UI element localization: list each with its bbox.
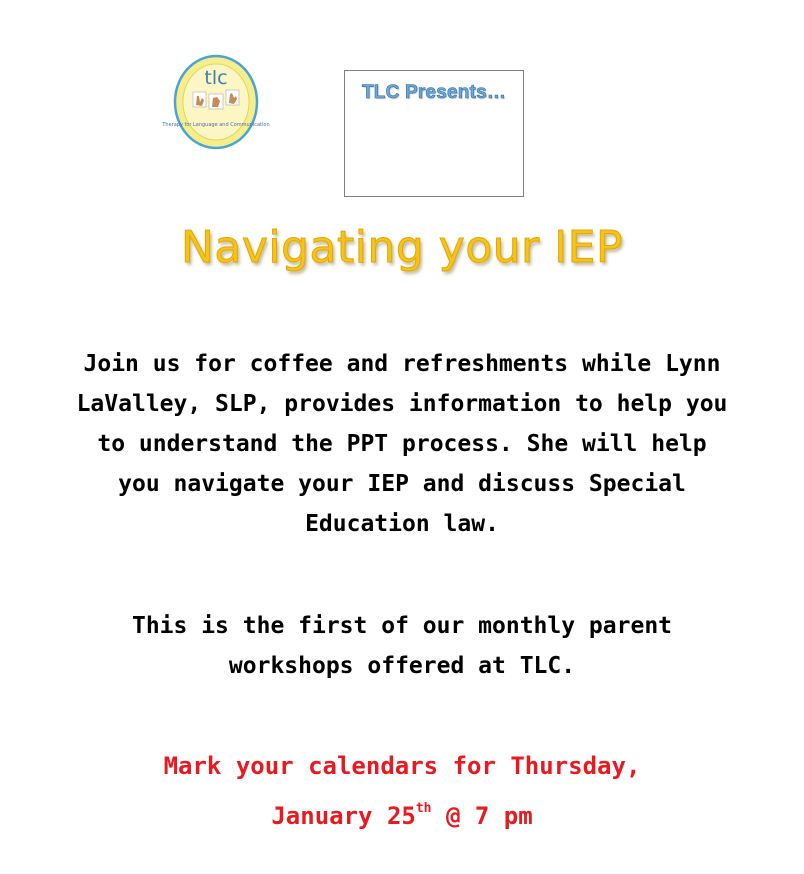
intro-line: LaValley, SLP, provides information to help you: [76, 391, 728, 417]
date-prefix: January 25: [271, 802, 416, 830]
intro-line: you navigate your IEP and discuss Special: [118, 471, 686, 497]
logo-ring-text: Therapy for Language and Communication: [162, 122, 270, 128]
intro-line: Join us for coffee and refreshments while Lynn: [83, 351, 721, 377]
presents-box: [344, 70, 524, 197]
page-title: Navigating your IEP: [180, 222, 624, 273]
series-line: workshops offered at TLC.: [228, 653, 576, 679]
tlc-logo: [162, 54, 270, 150]
calendar-callout: Mark your calendars for Thursday,: [163, 752, 641, 780]
date-time: @ 7 pm: [431, 802, 533, 830]
date-ordinal: th: [415, 801, 432, 816]
intro-paragraph: [60, 344, 744, 544]
series-line: This is the first of our monthly parent: [131, 613, 673, 639]
series-paragraph: [60, 606, 744, 686]
event-date: [0, 802, 804, 830]
presents-heading: TLC Presents…: [361, 82, 507, 103]
intro-line: to understand the PPT process. She will help: [97, 431, 707, 457]
logo-text: tlc: [204, 67, 228, 89]
intro-line: Education law.: [305, 511, 499, 537]
